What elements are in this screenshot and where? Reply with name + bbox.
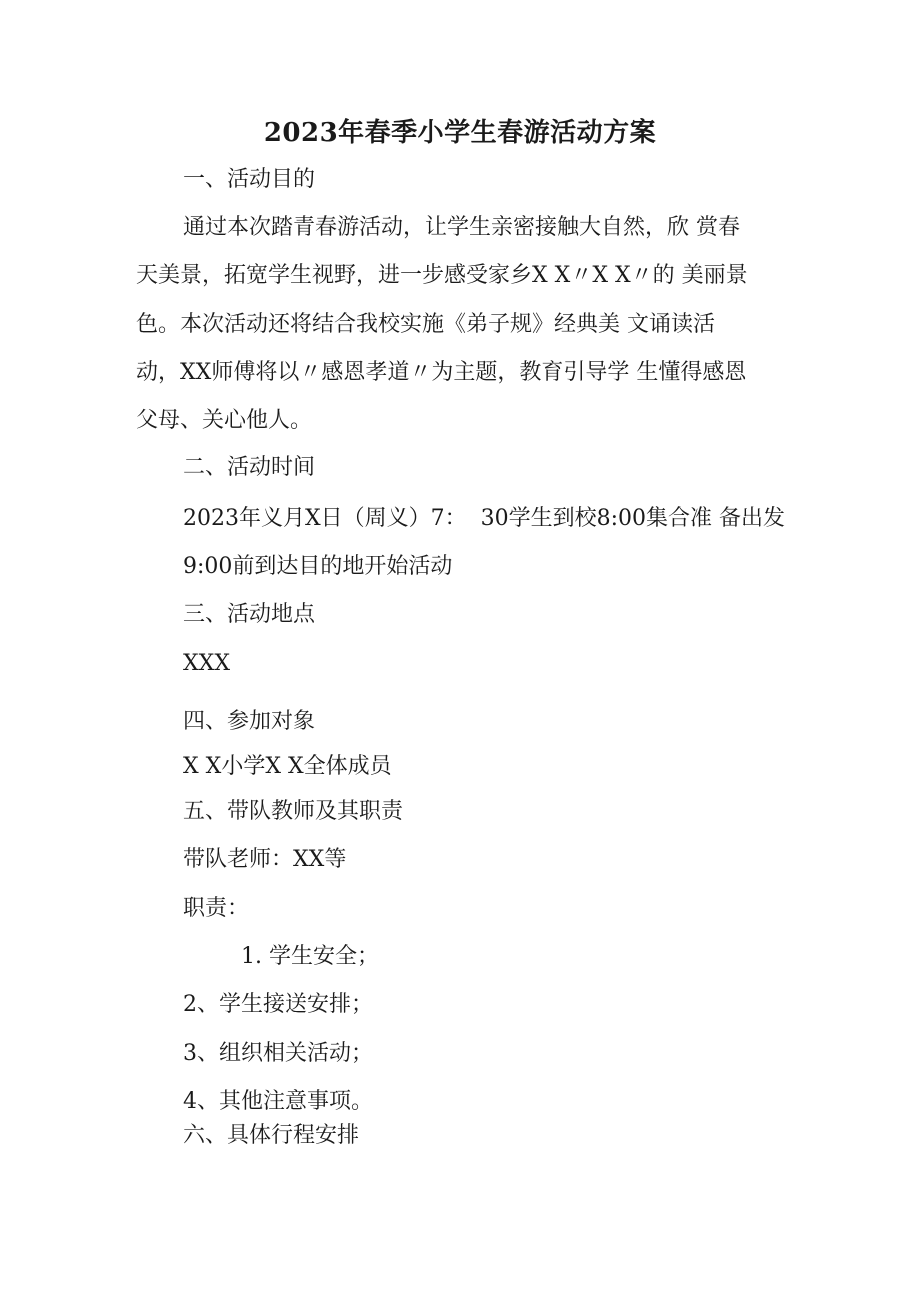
purpose-line-4: 动，XX师傅将以〃感恩孝道〃为主题，教育引导学 生懂得感恩 — [136, 360, 747, 385]
duties-label: 职责： — [183, 896, 250, 921]
location-value: XXX — [183, 651, 230, 676]
document-title: 2023年春季小学生春游活动方案 — [263, 118, 657, 148]
time-line-1: 2023年义月X日（周义）7： 30学生到校8:00集合准 备出发 — [183, 506, 786, 531]
time-line-2: 9:00前到达目的地开始活动 — [183, 554, 453, 579]
duty-item-4: 4、其他注意事项。 — [183, 1089, 373, 1114]
purpose-line-3: 色。本次活动还将结合我校实施《弟子规》经典美 文诵读活 — [136, 312, 715, 337]
duty-item-2: 2、学生接送安排； — [183, 992, 373, 1017]
section-heading-participants: 四、参加对象 — [183, 709, 316, 734]
teacher-names: 带队老师：XX等 — [183, 847, 347, 872]
section-heading-teachers: 五、带队教师及其职责 — [183, 799, 404, 824]
section-heading-purpose: 一、活动目的 — [183, 167, 316, 192]
section-heading-itinerary: 六、具体行程安排 — [183, 1123, 360, 1148]
duty-item-1: 1. 学生安全； — [241, 944, 379, 969]
duty-item-3: 3、组织相关活动； — [183, 1041, 373, 1066]
purpose-line-2: 天美景，拓宽学生视野，进一步感受家乡X X〃X X〃的 美丽景 — [136, 263, 748, 288]
purpose-line-5: 父母、关心他人。 — [136, 408, 313, 433]
section-heading-time: 二、活动时间 — [183, 455, 316, 480]
purpose-line-1: 通过本次踏青春游活动，让学生亲密接触大自然，欣 赏春 — [183, 215, 740, 240]
section-heading-location: 三、活动地点 — [183, 602, 316, 627]
participants-value: X X小学X X全体成员 — [183, 754, 392, 779]
